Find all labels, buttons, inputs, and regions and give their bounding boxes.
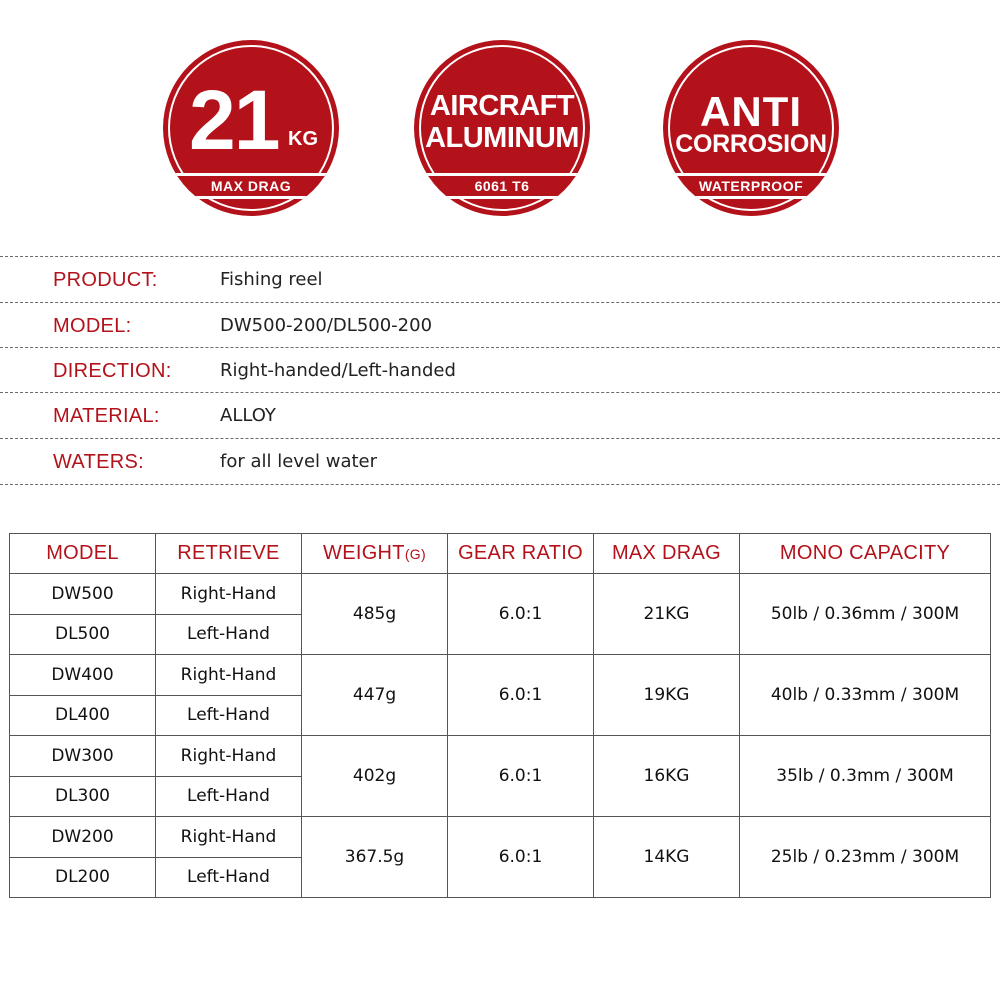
badge-caption: WATERPROOF xyxy=(698,178,804,194)
spec-label: WATERS: xyxy=(53,451,144,473)
spec-label: PRODUCT: xyxy=(53,269,158,291)
col-header-weight-label: WEIGHT xyxy=(323,542,405,564)
cell-gear-ratio: 6.0:1 xyxy=(448,574,594,655)
cell-mono-capacity: 40lb / 0.33mm / 300M xyxy=(740,655,991,736)
cell-gear-ratio: 6.0:1 xyxy=(448,736,594,817)
badge-caption: 6061 T6 xyxy=(474,178,530,194)
cell-max-drag: 16KG xyxy=(594,736,740,817)
cell-model: DW200 xyxy=(10,817,156,858)
cell-model: DL500 xyxy=(10,614,156,655)
cell-weight: 485g xyxy=(302,574,448,655)
spec-label: DIRECTION: xyxy=(53,360,172,382)
col-header-max-drag: MAX DRAG xyxy=(594,534,740,574)
badge-line-2: ALUMINUM xyxy=(425,122,579,154)
material-badge xyxy=(414,40,590,216)
col-header-retrieve: RETRIEVE xyxy=(156,534,302,574)
spec-label: MATERIAL: xyxy=(53,405,160,427)
model-spec-table xyxy=(9,533,991,898)
cell-model: DW400 xyxy=(10,655,156,696)
cell-retrieve: Left-Hand xyxy=(156,614,302,655)
cell-gear-ratio: 6.0:1 xyxy=(448,817,594,898)
cell-retrieve: Right-Hand xyxy=(156,655,302,696)
cell-max-drag: 19KG xyxy=(594,655,740,736)
table-row xyxy=(10,655,991,696)
cell-mono-capacity: 25lb / 0.23mm / 300M xyxy=(740,817,991,898)
table-header-row xyxy=(10,534,991,574)
badge-line-2: CORROSION xyxy=(675,130,827,158)
spec-value: Fishing reel xyxy=(220,269,323,290)
cell-retrieve: Right-Hand xyxy=(156,817,302,858)
spec-value: ALLOY xyxy=(220,405,276,426)
spec-value: DW500-200/DL500-200 xyxy=(220,315,433,336)
table-row xyxy=(10,736,991,777)
cell-weight: 447g xyxy=(302,655,448,736)
badge-caption: MAX DRAG xyxy=(210,178,292,194)
cell-mono-capacity: 35lb / 0.3mm / 300M xyxy=(740,736,991,817)
cell-retrieve: Right-Hand xyxy=(156,736,302,777)
cell-weight: 402g xyxy=(302,736,448,817)
cell-model: DL400 xyxy=(10,695,156,736)
cell-max-drag: 14KG xyxy=(594,817,740,898)
cell-retrieve: Left-Hand xyxy=(156,857,302,898)
spec-label: MODEL: xyxy=(53,315,132,337)
cell-gear-ratio: 6.0:1 xyxy=(448,655,594,736)
cell-retrieve: Right-Hand xyxy=(156,574,302,615)
badge-unit: KG xyxy=(288,128,318,150)
cell-model: DL200 xyxy=(10,857,156,898)
col-header-mono-capacity: MONO CAPACITY xyxy=(740,534,991,574)
cell-max-drag: 21KG xyxy=(594,574,740,655)
col-header-weight xyxy=(302,534,448,574)
cell-retrieve: Left-Hand xyxy=(156,695,302,736)
col-header-model: MODEL xyxy=(10,534,156,574)
cell-retrieve: Left-Hand xyxy=(156,776,302,817)
cell-model: DW500 xyxy=(10,574,156,615)
anti-corrosion-badge xyxy=(663,40,839,216)
spec-row-direction xyxy=(0,347,1000,393)
cell-mono-capacity: 50lb / 0.36mm / 300M xyxy=(740,574,991,655)
col-header-gear-ratio: GEAR RATIO xyxy=(448,534,594,574)
spec-divider xyxy=(0,484,1000,485)
table-row xyxy=(10,574,991,615)
badge-value: 21 xyxy=(189,73,279,167)
spec-value: for all level water xyxy=(220,451,378,472)
cell-weight: 367.5g xyxy=(302,817,448,898)
badge-line-1: ANTI xyxy=(700,88,802,135)
spec-row-waters xyxy=(0,438,1000,484)
table-row xyxy=(10,817,991,858)
spec-row-material xyxy=(0,392,1000,438)
col-header-weight-unit: (G) xyxy=(404,546,426,562)
spec-row-model xyxy=(0,302,1000,348)
spec-value: Right-handed/Left-handed xyxy=(220,360,456,381)
cell-model: DL300 xyxy=(10,776,156,817)
badge-line-1: AIRCRAFT xyxy=(429,90,575,122)
cell-model: DW300 xyxy=(10,736,156,777)
max-drag-badge xyxy=(163,40,339,216)
spec-row-product xyxy=(0,256,1000,302)
